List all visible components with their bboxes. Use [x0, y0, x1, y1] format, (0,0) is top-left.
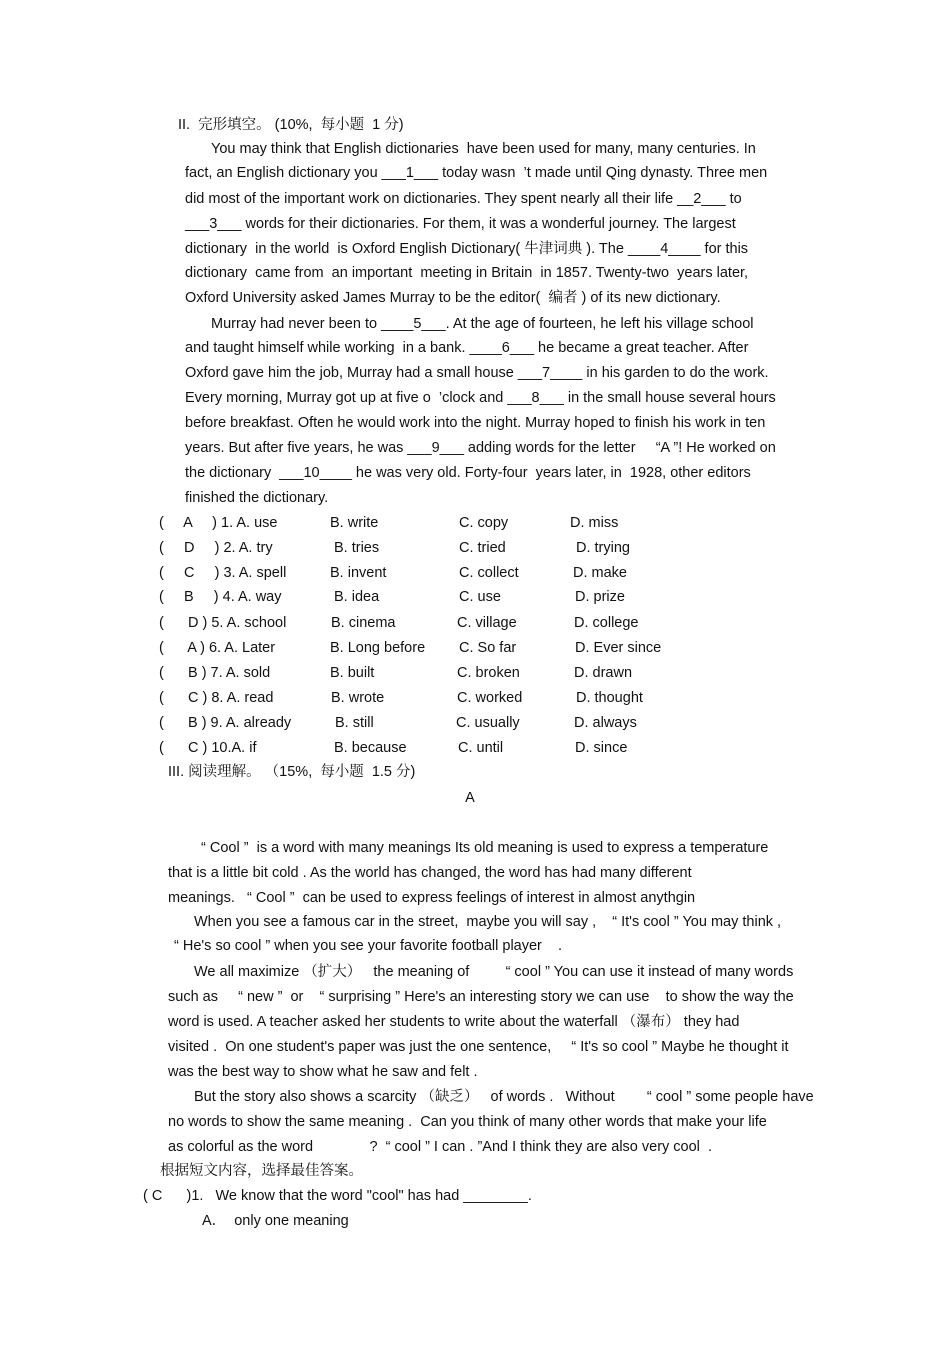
- option-d: D. thought: [576, 690, 643, 706]
- option-c: C. worked: [457, 690, 523, 706]
- option-d: D. college: [574, 615, 639, 631]
- option-b: B. because: [334, 740, 407, 756]
- section-label: A: [465, 790, 475, 806]
- option-answer-a: ( B ) 7. A. sold: [159, 665, 271, 681]
- text-line: before breakfast. Often he would work into the night. Murray hoped to finish his work in ten: [185, 415, 766, 431]
- cloze-heading: II. 完形填空。 (10%, 每小题 1 分): [178, 117, 404, 133]
- option-c: C. until: [458, 740, 504, 756]
- option-d: D. make: [573, 565, 627, 581]
- text-line: and taught himself while working in a bank. ____6___ he became a great teacher. After: [185, 340, 749, 356]
- option-b: B. wrote: [331, 690, 385, 706]
- option-d: D. trying: [576, 540, 630, 556]
- option-c: C. So far: [459, 640, 517, 656]
- text-line: fact, an English dictionary you ___1___ today wasn ’t made until Qing dynasty. Three men: [185, 165, 768, 181]
- option-b: B. still: [335, 715, 374, 731]
- option-c: C. copy: [459, 515, 509, 531]
- option-d: D. miss: [570, 515, 619, 531]
- option-b: B. write: [330, 515, 379, 531]
- text-line: word is used. A teacher asked her students to write about the waterfall （瀑布） they had: [168, 1014, 740, 1030]
- text-line: We all maximize （扩大） the meaning of “ cool ” You can use it instead of many words: [194, 964, 794, 980]
- text-line: finished the dictionary.: [185, 490, 329, 506]
- option-answer-a: ( C ) 10.A. if: [159, 740, 257, 756]
- option-c: C. use: [459, 589, 501, 605]
- text-line: meanings. “ Cool ” can be used to express feelings of interest in almost anythgin: [168, 890, 696, 906]
- option-c: C. broken: [457, 665, 520, 681]
- text-line: But the story also shows a scarcity （缺乏） of words . Without “ cool ” some people have: [194, 1089, 814, 1105]
- option-c: C. usually: [456, 715, 520, 731]
- text-line: was the best way to show what he saw and felt .: [168, 1064, 478, 1080]
- text-line: no words to show the same meaning . Can you think of many other words that make your life: [168, 1114, 767, 1130]
- option-answer-a: ( C ) 3. A. spell: [159, 565, 287, 581]
- question-1: ( C )1. We know that the word "cool" has had ________.: [143, 1188, 532, 1204]
- option-answer-a: ( A ) 1. A. use: [159, 515, 278, 531]
- text-line: dictionary in the world is Oxford English Dictionary( 牛津词典 ). The ____4____ for this: [185, 241, 749, 257]
- text-line: “ Cool ” is a word with many meanings Its old meaning is used to express a temperature: [201, 840, 769, 856]
- text-line: such as “ new ” or “ surprising ” Here's an interesting story we can use to show the way the: [168, 989, 794, 1005]
- option-answer-a: ( B ) 4. A. way: [159, 589, 282, 605]
- option-b: B. cinema: [331, 615, 396, 631]
- option-answer-a: ( D ) 5. A. school: [159, 615, 287, 631]
- option-c: C. collect: [459, 565, 519, 581]
- option-answer-a: ( A ) 6. A. Later: [159, 640, 276, 656]
- text-line: visited . On one student's paper was just the one sentence, “ It's so cool ” Maybe he thought it: [168, 1039, 789, 1055]
- option-b: B. tries: [334, 540, 380, 556]
- text-line: that is a little bit cold . As the world has changed, the word has had many different: [168, 865, 692, 881]
- option-answer-a: ( B ) 9. A. already: [159, 715, 292, 731]
- option-b: B. built: [330, 665, 375, 681]
- text-line: as colorful as the word ? “ cool ” I can . ”And I think they are also very cool .: [168, 1139, 712, 1155]
- option-d: D. drawn: [574, 665, 633, 681]
- question-1-option-a: A． only one meaning: [202, 1213, 349, 1229]
- text-line: ___3___ words for their dictionaries. For them, it was a wonderful journey. The largest: [185, 216, 736, 232]
- option-answer-a: ( D ) 2. A. try: [159, 540, 273, 556]
- option-d: D. always: [574, 715, 637, 731]
- option-b: B. idea: [334, 589, 380, 605]
- text-line: the dictionary ___10____ he was very old. Forty-four years later, in 1928, other editors: [185, 465, 751, 481]
- option-b: B. invent: [330, 565, 387, 581]
- text-line: dictionary came from an important meeting in Britain in 1857. Twenty-two years later,: [185, 265, 749, 281]
- reading-heading: III. 阅读理解。 （15%, 每小题 1.5 分): [168, 764, 416, 780]
- text-line: When you see a famous car in the street, maybe you will say , “ It's cool ” You may think ,: [194, 914, 782, 930]
- text-line: years. But after five years, he was ___9___ adding words for the letter “A ”! He worked on: [185, 440, 776, 456]
- option-d: D. Ever since: [575, 640, 662, 656]
- option-c: C. tried: [459, 540, 506, 556]
- text-line: Every morning, Murray got up at five o ’clock and ___8___ in the small house several hours: [185, 390, 776, 406]
- text-line: did most of the important work on dictionaries. They spent nearly all their life __2___ to: [185, 191, 742, 207]
- text-line: Oxford gave him the job, Murray had a small house ___7____ in his garden to do the work.: [185, 365, 769, 381]
- text-line: You may think that English dictionaries have been used for many, many centuries. In: [211, 141, 756, 157]
- text-line: “ He's so cool ” when you see your favorite football player .: [174, 938, 563, 954]
- text-line: Oxford University asked James Murray to be the editor( 编者 ) of its new dictionary.: [185, 290, 721, 306]
- option-d: D. since: [575, 740, 628, 756]
- option-answer-a: ( C ) 8. A. read: [159, 690, 274, 706]
- option-b: B. Long before: [330, 640, 426, 656]
- text-line: Murray had never been to ____5___. At the age of fourteen, he left his village school: [211, 316, 754, 332]
- option-d: D. prize: [575, 589, 625, 605]
- instruction: 根据短文内容，选择最佳答案。: [160, 1163, 363, 1179]
- option-c: C. village: [457, 615, 517, 631]
